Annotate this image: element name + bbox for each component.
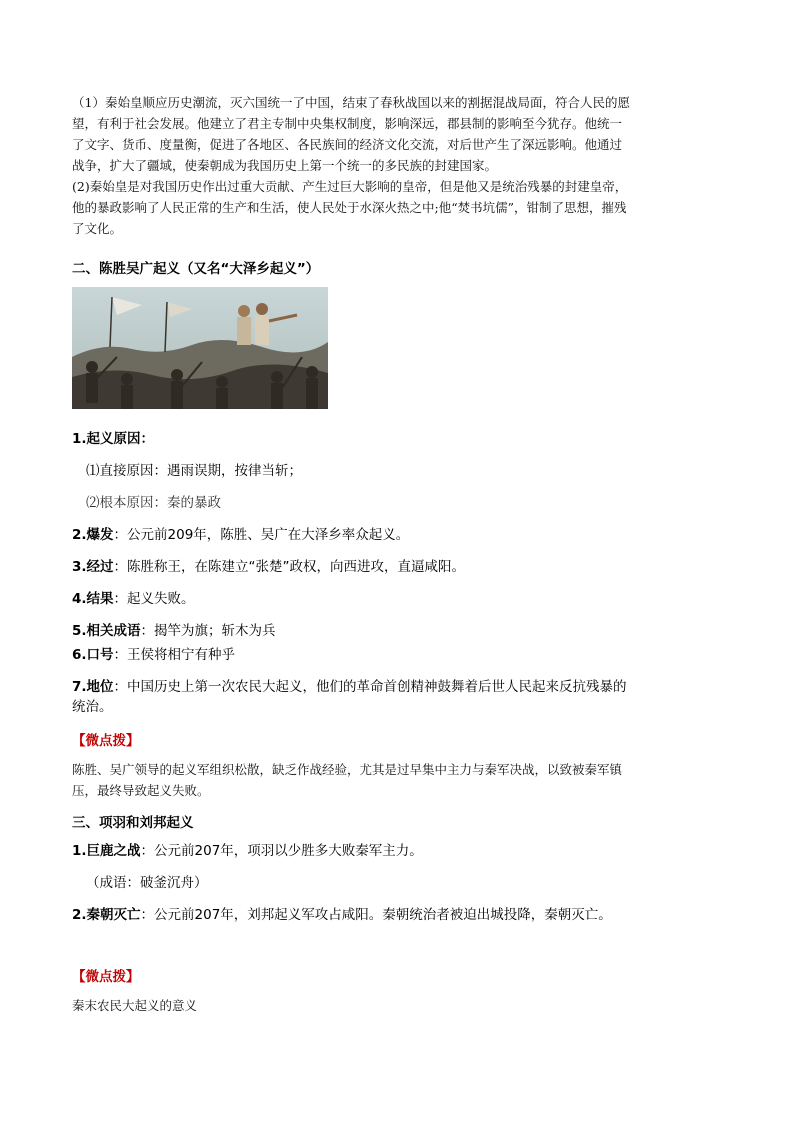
qin-fall-item: 2.秦朝灭亡：公元前207年，刘邦起义军攻占咸阳。秦朝统治者被迫出城投降，秦朝灭亡。	[72, 907, 612, 923]
cause-root: ⑵根本原因：秦的暴政	[86, 495, 221, 511]
cause-direct: ⑴直接原因：遇雨误期，按律当斩；	[86, 463, 302, 479]
uprising-painting	[72, 287, 328, 409]
tip-label-2: 【微点拨】	[72, 969, 140, 985]
julu-item: 1.巨鹿之战：公元前207年，项羽以少胜多大败秦军主力。	[72, 843, 423, 859]
intro-paragraph-1: （1）秦始皇顺应历史潮流，灭六国统一了中国，结束了春秋战国以来的割据混战局面，符合人民的愿望，有利于社会发展。他建立了君主专制中央集权制度，影响深远，郡县制的影响至今犹存。他统一了文字、货币、度量衡，促进了各地区、各民族间的经济文化交流，对后世产生了深远影响。他通过战争，扩大了疆域，使秦朝成为我国历史上第一个统一的多民族的封建国家。	[72, 95, 630, 173]
status-item: 7.地位：中国历史上第一次农民大起义，他们的革命首创精神鼓舞着后世人民起来反抗残暴的统治。	[72, 679, 627, 715]
process-item: 3.经过：陈胜称王，在陈建立“张楚”政权，向西进攻，直逼咸阳。	[72, 559, 466, 575]
cause-heading: 1.起义原因：	[72, 431, 155, 447]
outbreak-item: 2.爆发：公元前209年，陈胜、吴广在大泽乡率众起义。	[72, 527, 410, 543]
document-page	[72, 92, 632, 1016]
intro-paragraph-2: (2)秦始皇是对我国历史作出过重大贡献、产生过巨大影响的皇帝，但是他又是统治残暴的封建皇帝，他的暴政影响了人民正常的生产和生活，使人民处于水深火热之中;他“焚书坑儒”，钳制了思想，摧残了文化。	[72, 179, 628, 236]
section-2-heading: 二、陈胜吴广起义（又名“大泽乡起义”）	[72, 261, 320, 277]
tip-text-2: 秦末农民大起义的意义	[72, 998, 198, 1013]
idiom-item: 5.相关成语：揭竿为旗；斩木为兵	[72, 623, 276, 639]
tip-label-1: 【微点拨】	[72, 733, 140, 749]
result-item: 4.结果：起义失败。	[72, 591, 195, 607]
slogan-item: 6.口号：王侯将相宁有种乎	[72, 647, 236, 663]
section-3-heading: 三、项羽和刘邦起义	[72, 815, 194, 831]
julu-idiom: （成语：破釜沉舟）	[86, 875, 208, 891]
tip-text-1: 陈胜、吴广领导的起义军组织松散，缺乏作战经验，尤其是过早集中主力与秦军决战，以致被秦军镇压，最终导致起义失败。	[72, 762, 623, 798]
